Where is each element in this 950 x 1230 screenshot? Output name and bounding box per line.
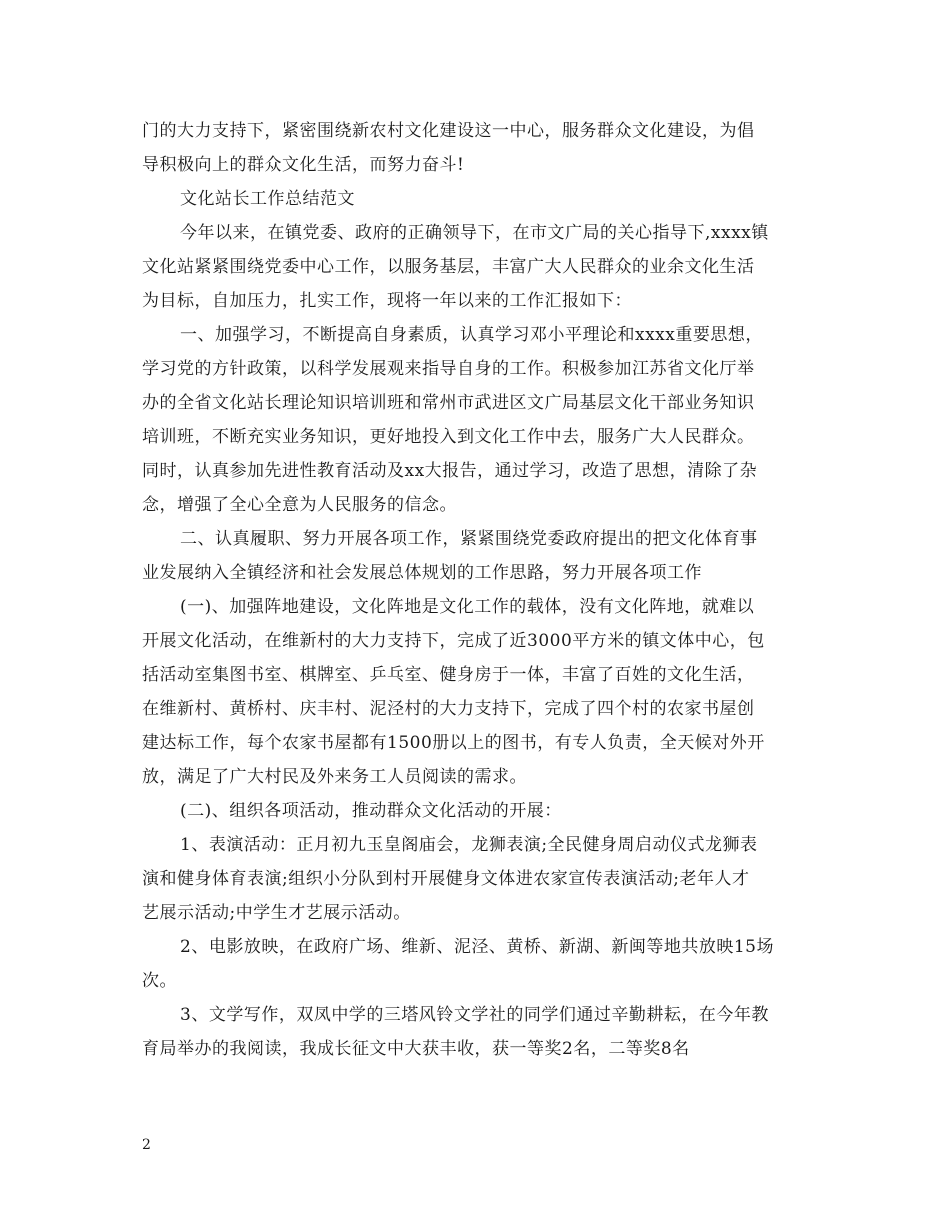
text-line: 文化站紧紧围绕党委中心工作，以服务基层，丰富广大人民群众的业余文化生活 [142, 257, 755, 277]
text-line: (一)、加强阵地建设，文化阵地是文化工作的载体，没有文化阵地，就难以 [180, 597, 755, 617]
text-line: 育局举办的我阅读，我成长征文中大获丰收，获一等奖2名，二等奖8名 [142, 1039, 690, 1059]
text-line: 一、加强学习，不断提高自身素质，认真学习邓小平理论和xxxx重要思想， [180, 325, 763, 345]
text-line: 艺展示活动;中学生才艺展示活动。 [142, 903, 411, 923]
text-line: 括活动室集图书室、棋牌室、乒乓室、健身房于一体，丰富了百姓的文化生活， [142, 665, 755, 685]
text-line: 办的全省文化站长理论知识培训班和常州市武进区文广局基层文化干部业务知识 [142, 393, 755, 413]
text-line: 2、电影放映，在政府广场、维新、泥泾、黄桥、新湖、新闽等地共放映15场 [180, 937, 774, 957]
text-line: 次。 [142, 971, 177, 991]
text-line: 建达标工作，每个农家书屋都有1500册以上的图书，有专人负责，全天候对外开 [142, 733, 765, 753]
text-line: 门的大力支持下，紧密围绕新农村文化建设这一中心，服务群众文化建设，为倡 [142, 121, 755, 141]
page-number: 2 [142, 1137, 151, 1153]
text-line: 开展文化活动，在维新村的大力支持下，完成了近3000平方米的镇文体中心，包 [142, 631, 765, 651]
text-line: (二)、组织各项活动，推动群众文化活动的开展： [180, 801, 562, 821]
text-line: 1、表演活动：正月初九玉皇阁庙会，龙狮表演;全民健身周启动仪式龙狮表 [180, 835, 758, 855]
text-line: 3、文学写作，双凤中学的三塔风铃文学社的同学们通过辛勤耕耘，在今年教 [180, 1005, 769, 1025]
text-line: 业发展纳入全镇经济和社会发展总体规划的工作思路，努力开展各项工作 [142, 563, 702, 583]
text-line: 导积极向上的群众文化生活，而努力奋斗! [142, 155, 465, 175]
text-line: 为目标，自加压力，扎实工作，现将一年以来的工作汇报如下： [142, 291, 632, 311]
text-line: 同时，认真参加先进性教育活动及xx大报告，通过学习，改造了思想，清除了杂 [142, 461, 758, 481]
text-line: 念，增强了全心全意为人民服务的信念。 [142, 495, 457, 515]
text-line: 二、认真履职、努力开展各项工作，紧紧围绕党委政府提出的把文化体育事 [180, 529, 758, 549]
document-body [142, 114, 822, 1066]
text-line: 在维新村、黄桥村、庆丰村、泥泾村的大力支持下，完成了四个村的农家书屋创 [142, 699, 755, 719]
text-line: 放，满足了广大村民及外来务工人员阅读的需求。 [142, 767, 527, 787]
section-title: 文化站长工作总结范文 [180, 189, 355, 209]
text-line: 演和健身体育表演;组织小分队到村开展健身文体进农家宣传表演活动;老年人才 [142, 869, 750, 889]
text-line: 今年以来，在镇党委、政府的正确领导下，在市文广局的关心指导下,xxxx镇 [180, 223, 769, 243]
text-line: 学习党的方针政策，以科学发展观来指导自身的工作。积极参加江苏省文化厅举 [142, 359, 755, 379]
text-line: 培训班，不断充实业务知识，更好地投入到文化工作中去，服务广大人民群众。 [142, 427, 755, 447]
